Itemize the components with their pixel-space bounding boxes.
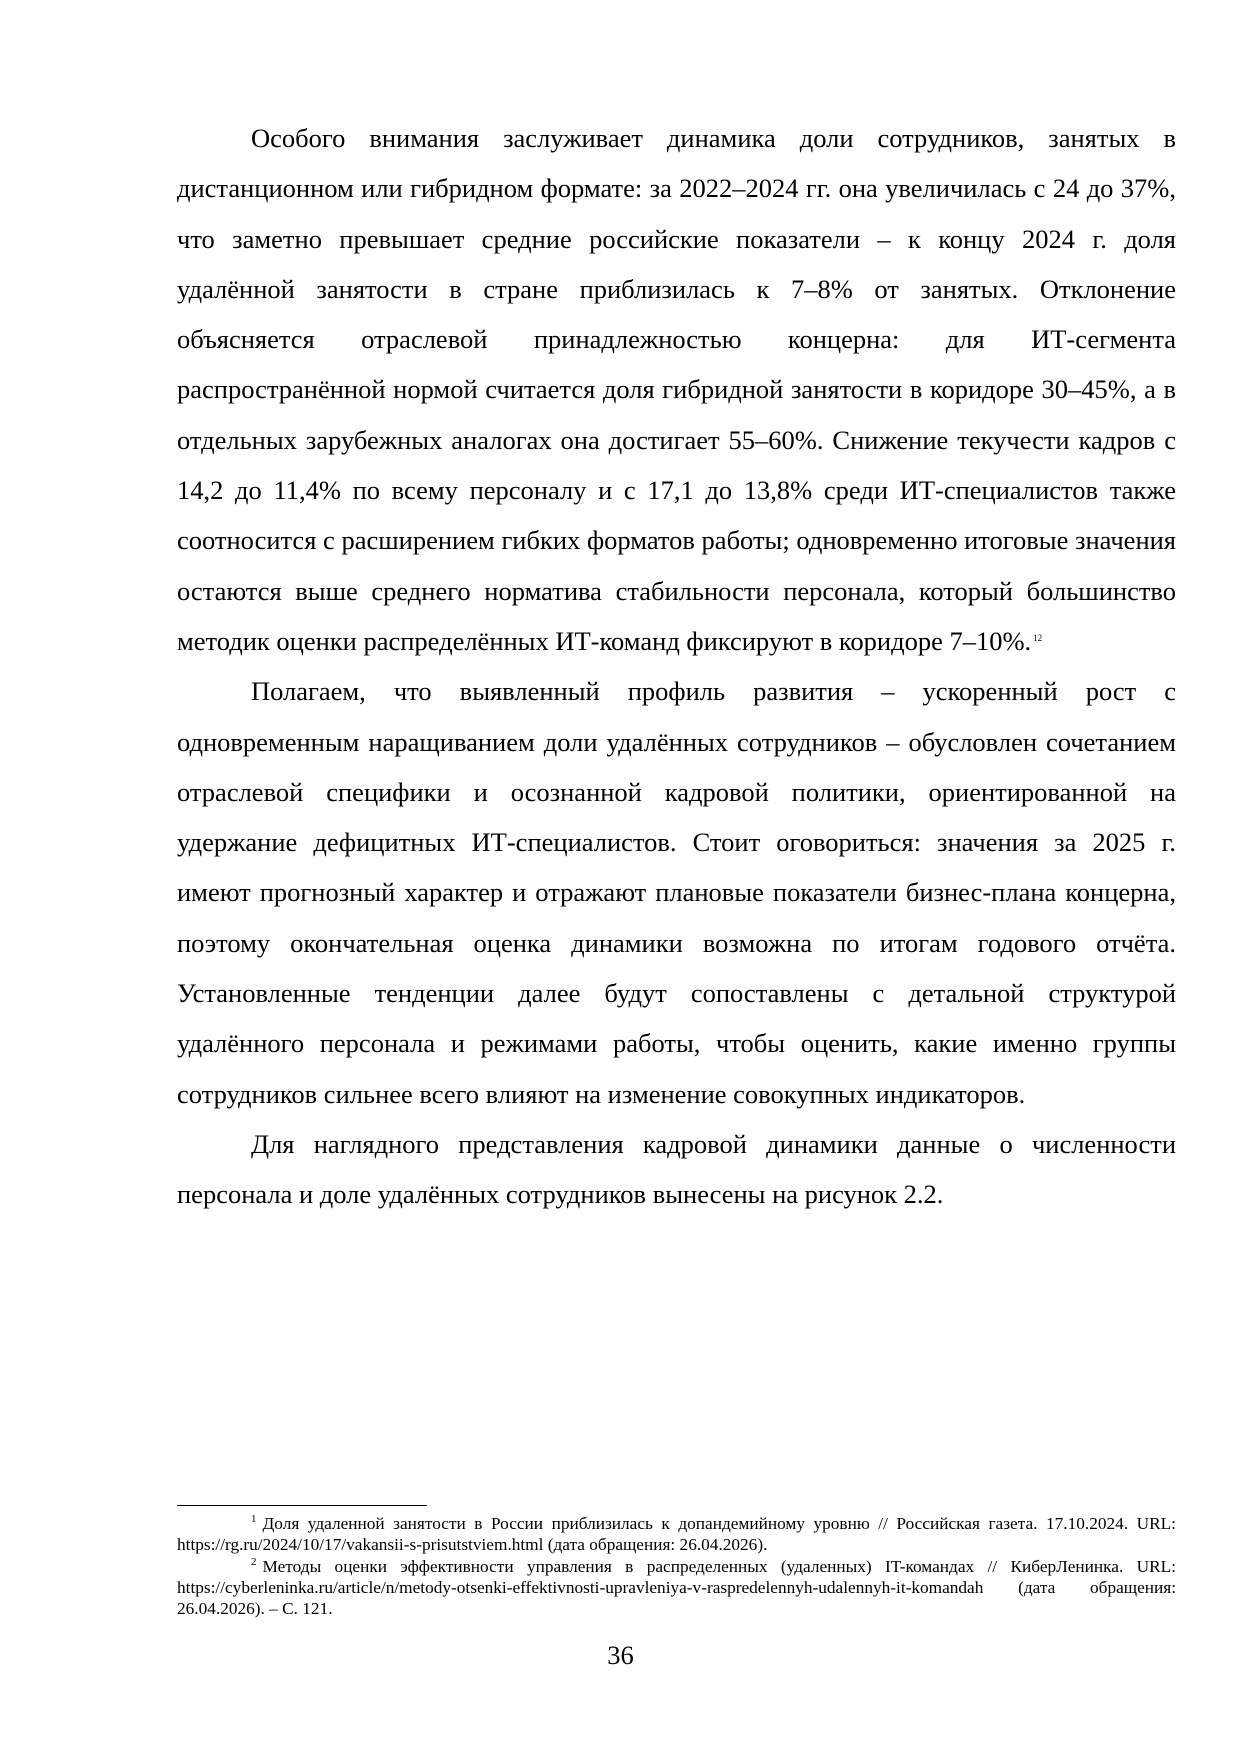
footnote-reference[interactable]: 12 [1033, 632, 1043, 643]
footnote-2 [177, 1556, 1176, 1620]
footnote-1 [177, 1513, 1176, 1556]
paragraph-text: Особого внимания заслуживает динамика доли сотрудников, занятых в дистанционном или гибридном формате: за 2022–2024 гг. она увеличилась с 24 до 37%, что заметно превышает средние российские показатели – к концу 2024 г. доля удалённой занятости в стране приблизилась к 7–8% от занятых. Отклонение объясняется отраслевой принадлежностью концерна: для ИТ-сегмента распространённой нормой считается доля гибридной занятости в коридоре 30–45%, а в отдельных зарубежных аналогах она достигает 55–60%. Снижение текучести кадров с 14,2 до 11,4% по всему персоналу и с 17,1 до 13,8% среди ИТ-специалистов также соотносится с расширением гибких форматов работы; одновременно итоговые значения остаются выше среднего норматива стабильности персонала, который большинство методик оценки распределённых ИТ-команд фиксируют в коридоре 7–10%. [177, 123, 1176, 656]
footnote-text: Методы оценки эффективности управления в распределенных (удаленных) IT-командах // КиберЛенинка. URL: https://cyberleninka.ru/article/n/metody-otsenki-effektivnosti-upravleniya-v-raspredelennyh-udalennyh-it-komandah (дата обращения: 26.04.2026). – С. 121. [177, 1556, 1176, 1619]
paragraph-figure-reference [177, 1119, 1176, 1220]
footnotes [177, 1513, 1176, 1619]
footnote-number: 2 [251, 1555, 257, 1568]
footnote-separator [177, 1505, 427, 1506]
footnote-text: Доля удаленной занятости в России приблизилась к допандемийному уровню // Российская газета. 17.10.2024. URL: https://rg.ru/2024/10/17/vakansii-s-prisutstviem.html (дата обращения: 26.04.2026). [177, 1514, 1176, 1555]
footnote-number: 1 [251, 1513, 257, 1525]
paragraph-remote-share-dynamics [177, 113, 1176, 666]
paragraph-text: Полагаем, что выявленный профиль развития – ускоренный рост с одновременным наращиванием доли удалённых сотрудников – обусловлен сочетанием отраслевой специфики и осознанной кадровой политики, ориентированной на удержание дефицитных ИТ-специалистов. Стоит оговориться: значения за 2025 г. имеют прогнозный характер и отражают плановые показатели бизнес-плана концерна, поэтому окончательная оценка динамики возможна по итогам годового отчёта. Установленные тенденции далее будут сопоставлены с детальной структурой удалённого персонала и режимами работы, чтобы оценить, какие именно группы сотрудников сильнее всего влияют на изменение совокупных индикаторов. [177, 676, 1176, 1109]
paragraph-development-profile [177, 666, 1176, 1119]
page-number: 36 [607, 1640, 634, 1670]
paragraph-text: Для наглядного представления кадровой динамики данные о численности персонала и доле удалённых сотрудников вынесены на рисунок 2.2. [177, 1128, 1176, 1210]
body-text [177, 113, 1176, 1220]
